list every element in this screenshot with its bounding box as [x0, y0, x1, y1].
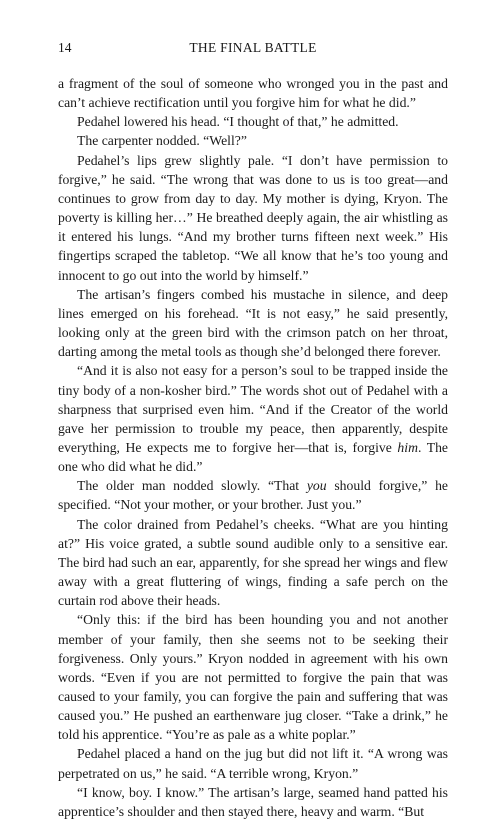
paragraph-text: The older man nodded slowly. “That: [77, 478, 300, 494]
paragraph: [58, 361, 448, 476]
paragraph: The color drained from Pedahel’s cheeks. “What are you hinting at?” His voice grated, a subtle sound audible only to a sensitive ear. The bird had such an ear, apparently, for she spread her wings and flew away with a great fluttering of wings, finding a safe perch on the curtain rod above their heads.: [58, 516, 448, 609]
paragraph: Pedahel placed a hand on the jug but did not lift it. “A wrong was perpetrated on us,” he said. “A terrible wrong, Kryon.”: [58, 746, 448, 781]
paragraph-text: . The one who did what he did.”: [58, 439, 448, 475]
paragraph-text: “And it is also not easy for a person’s soul to be trapped inside the tiny body of a non-kosher bird.” The words shot out of Pedahel with a sharpness that surprised even him. “And if the Creator of the world gave her permission to trouble my peace, then apparently, despite everything, He expects me to forgive her—that is, forgive: [58, 363, 448, 455]
paragraph: Pedahel’s lips grew slightly pale. “I don’t have permission to forgive,” he said. “The wrong that was done to us is too great—and continues to grow from day to day. My mother is dying, Kryon. The poverty is killing her…” He breathed deeply again, the air whistling as it entered his lungs. “And my brother turns fifteen next week.” His fingertips scraped the tabletop. “We all know that he’s too young and innocent to go out into the world by himself.”: [58, 152, 448, 283]
body-text: [58, 74, 448, 821]
running-head: [58, 38, 448, 58]
book-title: THE FINAL BATTLE: [189, 40, 317, 55]
paragraph: [58, 476, 448, 514]
paragraph-text: should forgive,” he specified. “Not your mother, or your brother. Just you.”: [58, 478, 449, 513]
emphasis: him: [397, 439, 418, 455]
paragraph: “Only this: if the bird has been hounding you and not another member of your family, then she seems not to be seeking their forgiveness. Only yours.” Kryon nodded in agreement with his own words. “Even if you are not permitted to forgive the pain that was caused to your family, you can forgive the pain and suffering that was caused you.” He pushed an earthenware jug closer. “Take a drink,” he told his apprentice. “You’re as pale as a white poplar.”: [58, 612, 448, 743]
paragraph: a fragment of the soul of someone who wronged you in the past and can’t achieve rectification until you forgive him for what he did.”: [58, 76, 448, 111]
paragraph: The artisan’s fingers combed his mustache in silence, and deep lines emerged on his forehead. “It is not easy,” he said presently, looking only at the green bird with the crimson patch on her throat, darting among the metal tools as though she’d belonged there forever.: [58, 286, 448, 360]
paragraph: The carpenter nodded. “Well?”: [77, 133, 247, 149]
paragraph: “I know, boy. I know.” The artisan’s large, seamed hand patted his apprentice’s shoulder and then stayed there, heavy and warm. “But: [58, 784, 448, 819]
emphasis: you: [306, 478, 327, 494]
paragraph: Pedahel lowered his head. “I thought of that,” he admitted.: [77, 114, 399, 130]
page-number: 14: [58, 40, 72, 55]
